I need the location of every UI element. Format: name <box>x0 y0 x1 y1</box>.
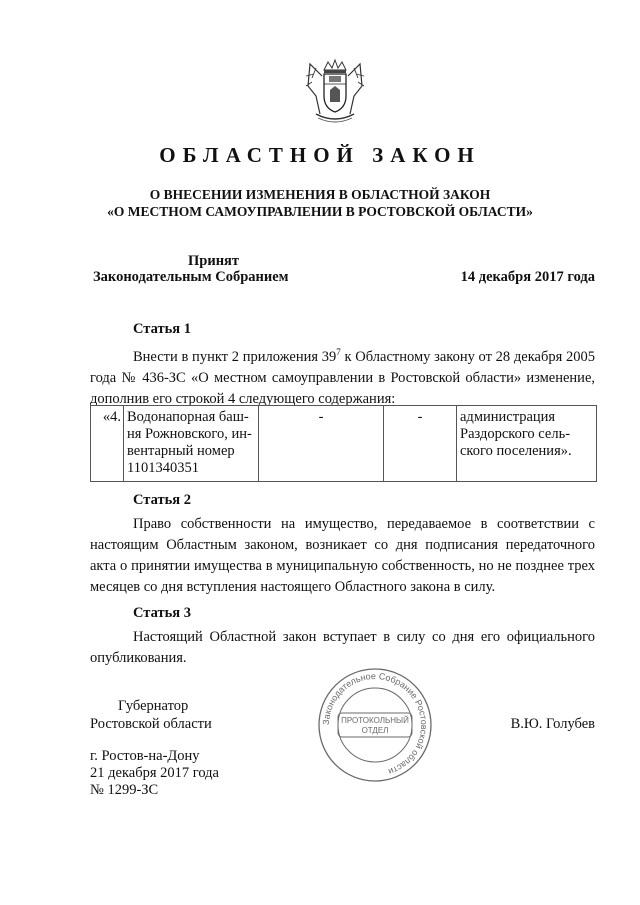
signatory-title-line-1: Губернатор <box>118 698 189 714</box>
article-1-superscript: 7 <box>336 347 341 357</box>
adoption-date: 14 декабря 2017 года <box>460 269 595 285</box>
article-2-heading: Статья 2 <box>133 492 191 508</box>
article-1-text <box>90 342 595 410</box>
subtitle-line-2: «О МЕСТНОМ САМОУПРАВЛЕНИИ В РОСТОВСКОЙ ОБЛАСТИ» <box>107 204 533 219</box>
signing-date: 21 декабря 2017 года <box>90 765 219 781</box>
property-name-line: вентарный номер <box>127 443 235 459</box>
seal-outer-text: Законодательное Собрание Ростовской области <box>320 670 430 777</box>
property-name <box>124 406 259 482</box>
coat-of-arms-icon <box>302 56 368 126</box>
amendment-table <box>90 405 597 482</box>
table-row <box>91 406 597 482</box>
document-title: ОБЛАСТНОЙ ЗАКОН <box>159 143 481 167</box>
row-number: «4. <box>91 406 124 482</box>
column-3-value: - <box>259 406 384 482</box>
signatory-name: В.Ю. Голубев <box>510 716 595 732</box>
recipient-organization <box>457 406 597 482</box>
signing-city: г. Ростов-на-Дону <box>90 748 200 764</box>
organization-line: ского поселения». <box>460 443 572 459</box>
article-1-text-end: к Областному закону от 28 декабря 2005 года № 436-ЗС «О местном самоуправлении в Ростовской области» изменение, дополнив его строкой 4 следующего содержания: <box>90 348 595 407</box>
property-name-line: 1101340351 <box>127 460 199 476</box>
document-subtitle <box>0 186 640 220</box>
adopted-label: Принят <box>188 253 240 269</box>
article-2-text: Право собственности на имущество, передаваемое в соответствии с настоящим Областным законом, возникает со дня подписания передаточного акта о принятии имущества в муниципальную собственность, но не позднее трех месяцев со дня вступления настоящего Областного закона в силу. <box>90 516 595 595</box>
article-3-text: Настоящий Областной закон вступает в силу со дня его официального опубликования. <box>90 629 595 666</box>
property-name-line: ня Рожновского, ин- <box>127 426 252 442</box>
organization-line: администрация <box>460 409 556 425</box>
signatory-title-line-2: Ростовской области <box>90 716 212 732</box>
property-name-line: Водонапорная баш- <box>127 409 249 425</box>
column-4-value: - <box>384 406 457 482</box>
law-number: № 1299-ЗС <box>90 782 159 798</box>
official-seal-icon <box>316 666 434 784</box>
article-1-text-start: Внести в пункт 2 приложения 39 <box>133 348 337 365</box>
article-1-heading: Статья 1 <box>133 321 191 337</box>
adopted-by: Законодательным Собранием <box>93 269 289 285</box>
article-3-heading: Статья 3 <box>133 605 191 621</box>
organization-line: Раздорского сель- <box>460 426 571 442</box>
seal-inner-line-1: ПРОТОКОЛЬНЫЙ <box>341 716 409 725</box>
seal-inner-line-2: ОТДЕЛ <box>361 726 389 735</box>
subtitle-line-1: О ВНЕСЕНИИ ИЗМЕНЕНИЯ В ОБЛАСТНОЙ ЗАКОН <box>149 187 491 202</box>
